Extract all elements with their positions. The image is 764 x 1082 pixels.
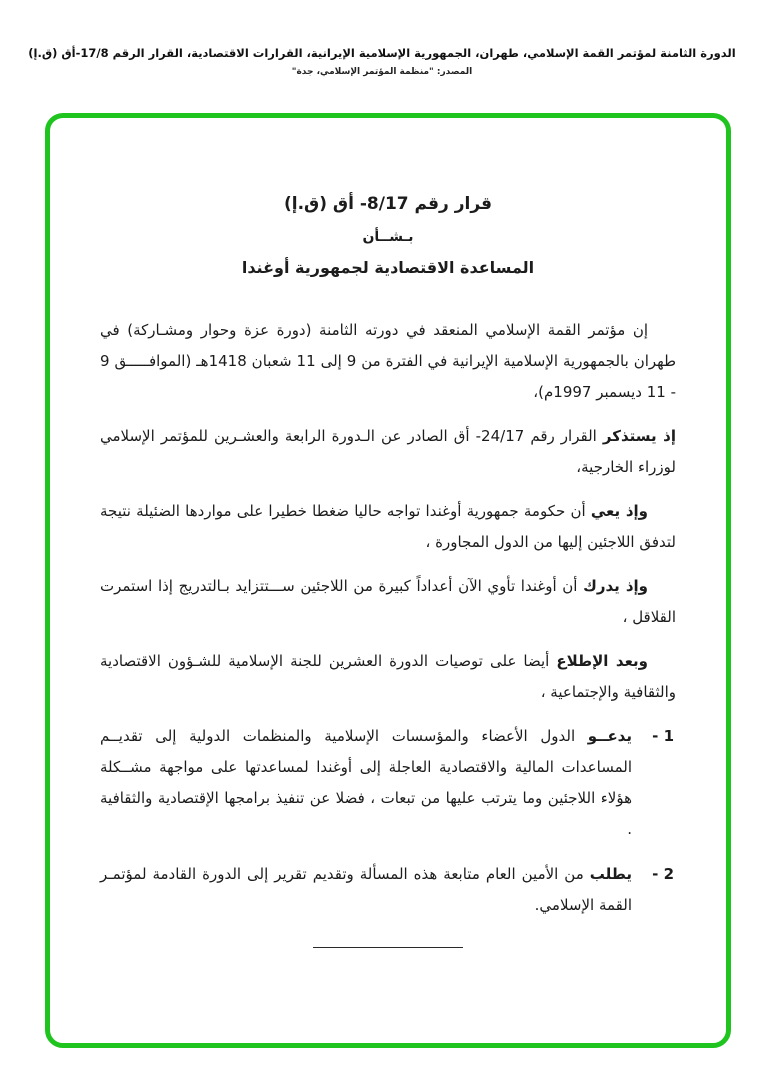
footer-divider xyxy=(313,947,463,948)
recital-paragraph-recalling xyxy=(100,421,676,483)
green-frame xyxy=(45,113,731,1048)
recital-text: أيضا على توصيات الدورة العشرين للجنة الإسلامية للشـؤون الاقتصادية والثقافية والإجتماعية ، xyxy=(100,652,676,701)
title-block xyxy=(100,194,676,277)
recital-text: أن أوغندا تأوي الآن أعداداً كبيرة من اللاجئين ســـتتزايد بـالتدريج إذا استمرت القلاقل ، xyxy=(100,577,676,626)
item-number: 1 - xyxy=(652,727,674,745)
citation-header xyxy=(0,46,764,77)
preamble-paragraph: إن مؤتمر القمة الإسلامي المنعقد في دورته الثامنة (دورة عزة وحوار ومشـاركة) في طهران بالجمهورية الإسلامية الإيرانية في الفترة من 9 إلى 11 شعبان 1418هـ (الموافـــــق 9 - 11 ديسمبر 1997م)، xyxy=(100,321,677,401)
recital-text: القرار رقم 24/17- أق الصادر عن الـدورة الرابعة والعشـرين للمؤتمر الإسلامي لوزراء الخارجية، xyxy=(100,427,676,476)
item-lead: يدعــو xyxy=(587,727,632,745)
item-lead: يطلب xyxy=(589,865,632,883)
citation-line: الدورة الثامنة لمؤتمر القمة الإسلامي، طهران، الجمهورية الإسلامية الإيرانية، القرارات الاقتصادية، القرار الرقم 17/8-أق (ق.إ) xyxy=(28,46,736,60)
item-number: 2 - xyxy=(652,865,674,883)
recital-lead: وبعد الإطلاع xyxy=(556,652,648,670)
operative-item-1 xyxy=(100,721,676,845)
recital-lead: إذ يستذكر xyxy=(602,427,676,445)
resolution-content xyxy=(50,118,726,1043)
recital-paragraph-aware xyxy=(100,496,676,558)
recital-lead: وإذ يعي xyxy=(590,502,648,520)
source-line: المصدر: "منظمة المؤتمر الإسلامي، جدة" xyxy=(291,67,473,77)
subject-word: بـشــأن xyxy=(362,229,414,245)
item-text: الدول الأعضاء والمؤسسات الإسلامية والمنظمات الدولية إلى تقديــم المساعدات المالية والاقتصادية العاجلة إلى أوغندا لمساعدتها على مواجهة مشــكلة هؤلاء اللاجئين وما يترتب عليها من تبعات ، فضلا عن تنفيذ برامجها الإقتصادية والثقافية . xyxy=(100,727,632,838)
resolution-body xyxy=(100,315,676,921)
recital-paragraph-realizing xyxy=(100,571,676,633)
item-text: من الأمين العام متابعة هذه المسألة وتقديم تقرير إلى الدورة القادمة لمؤتمـر القمة الإسلامي. xyxy=(100,865,632,914)
recital-lead: وإذ يدرك xyxy=(583,577,649,595)
recital-paragraph-having-reviewed xyxy=(100,646,676,708)
resolution-number-title: قرار رقم 8/17- أق (ق.إ) xyxy=(283,194,493,214)
recital-text: أن حكومة جمهورية أوغندا تواجه حاليا ضغطا خطيرا على مواردها الضئيلة نتيجة لتدفق اللاجئين إليها من الدول المجاورة ، xyxy=(100,502,676,551)
operative-item-2 xyxy=(100,859,676,921)
resolution-subject: المساعدة الاقتصادية لجمهورية أوغندا xyxy=(241,258,535,277)
